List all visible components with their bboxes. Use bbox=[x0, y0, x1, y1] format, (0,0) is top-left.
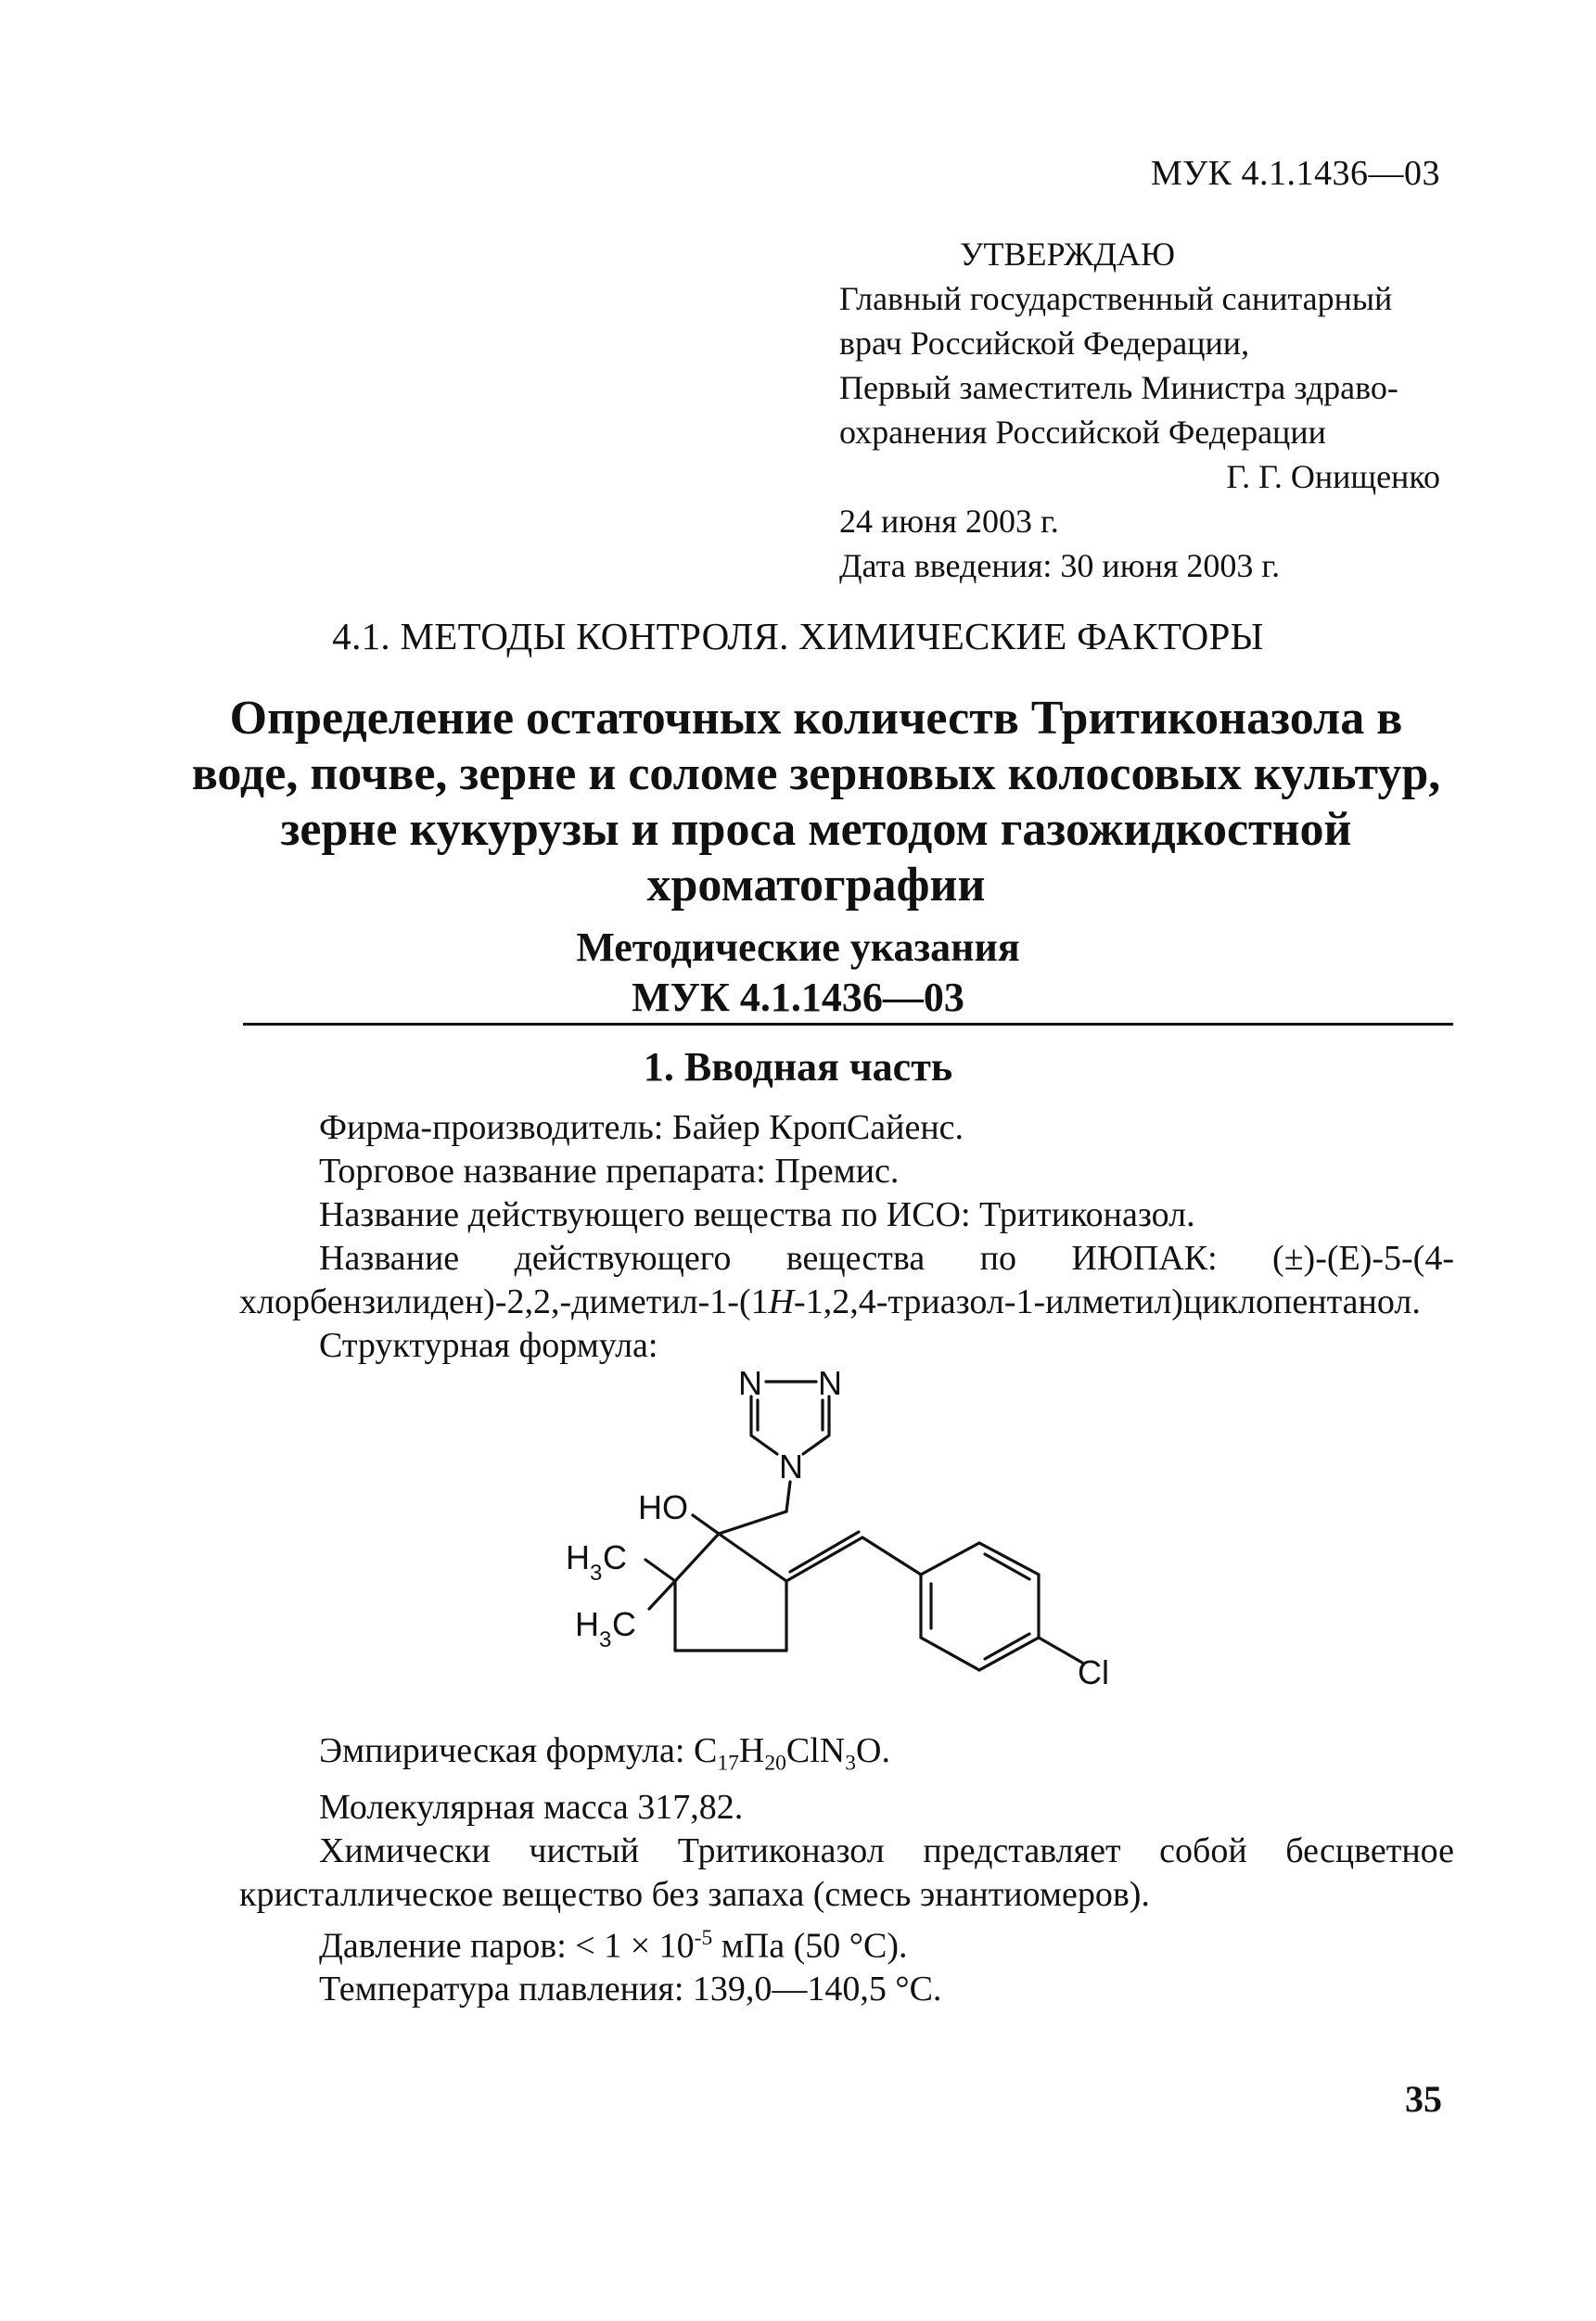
title-line: хроматографии bbox=[646, 859, 986, 912]
section-heading: 1. Вводная часть bbox=[643, 1044, 953, 1090]
methylene-bond bbox=[786, 1482, 790, 1511]
triazole-n-label: N bbox=[818, 1364, 842, 1402]
description-text: Химически чистый Тритиконазол представляет собой бесцветное кристаллическое вещество без запаха (смесь энантиомеров). bbox=[239, 1830, 1454, 1914]
methyl-c-label: C bbox=[612, 1605, 636, 1643]
document-subtitle bbox=[0, 923, 1596, 1023]
formula-subscript: 20 bbox=[764, 1751, 786, 1776]
series-heading: 4.1. МЕТОДЫ КОНТРОЛЯ. ХИМИЧЕСКИЕ ФАКТОРЫ bbox=[332, 615, 1264, 657]
methyl-sub-label: 3 bbox=[599, 1627, 612, 1652]
triazole-bond bbox=[803, 1435, 829, 1454]
horizontal-rule bbox=[243, 1023, 1453, 1026]
vapor-suffix: мПа (50 °С). bbox=[712, 1926, 908, 1966]
iupac-italic: H bbox=[768, 1282, 795, 1321]
methyl-bond bbox=[649, 1581, 675, 1609]
methyl-sub-label: 3 bbox=[590, 1561, 603, 1586]
exocyclic-double-bond bbox=[790, 1532, 859, 1572]
ring-bond bbox=[675, 1534, 719, 1581]
formula-element: ClN bbox=[785, 1731, 846, 1770]
chlorine-label: Cl bbox=[1078, 1653, 1109, 1691]
approval-line: Главный государственный санитарный bbox=[839, 280, 1393, 317]
subtitle-line: Методические указания bbox=[576, 925, 1020, 970]
phenyl-ring bbox=[921, 1543, 1039, 1670]
manufacturer-text: Фирма-производитель: Байер КропСайенс. bbox=[319, 1108, 964, 1147]
iupac-prefix: Название действующего вещества по ИЮПАК: (±)-(E)-5-(4-хлорбензилиден)-2,2,-диметил-1-(1 bbox=[239, 1239, 1454, 1321]
approval-signer: Г. Г. Онищенко bbox=[1226, 458, 1440, 495]
melting-point-text: Температура плавления: 139,0—140,5 °С. bbox=[319, 1970, 942, 2009]
approval-block bbox=[839, 232, 1451, 588]
vapor-exponent: -5 bbox=[694, 1925, 713, 1950]
ring-bond bbox=[719, 1534, 786, 1581]
triazole-bond bbox=[751, 1435, 777, 1454]
molar-mass-text: Молекулярная масса 317,82. bbox=[319, 1787, 744, 1827]
page-number: 35 bbox=[1405, 2078, 1442, 2120]
exocyclic-bond bbox=[786, 1537, 862, 1581]
formula-subscript: 17 bbox=[717, 1751, 739, 1776]
empirical-formula bbox=[239, 1729, 1454, 1786]
vinyl-bond bbox=[862, 1537, 921, 1575]
vapor-pressure-text bbox=[239, 1917, 1454, 1969]
iupac-name-text bbox=[239, 1237, 1454, 1324]
methylene-bond bbox=[719, 1511, 786, 1534]
approval-line: Первый заместитель Министра здраво- bbox=[839, 369, 1398, 406]
approval-date: 24 июня 2003 г. bbox=[839, 503, 1059, 540]
empirical-label: Эмпирическая формула: bbox=[319, 1731, 694, 1770]
methyl-h-label: H bbox=[566, 1538, 590, 1576]
triazole-n-label: N bbox=[779, 1447, 803, 1486]
structural-formula bbox=[556, 1361, 1131, 1732]
chlorine-bond bbox=[1039, 1638, 1082, 1663]
section-body-bottom bbox=[239, 1729, 1454, 2011]
structural-formula-label: Структурная формула: bbox=[319, 1326, 658, 1365]
section-body-top bbox=[239, 1106, 1454, 1368]
subtitle-code: МУК 4.1.1436—03 bbox=[632, 975, 964, 1020]
formula-subscript: 3 bbox=[845, 1751, 857, 1776]
introduction-date: Дата введения: 30 июня 2003 г. bbox=[839, 547, 1281, 584]
hydroxyl-label: HO bbox=[638, 1488, 688, 1526]
triazole-n-label: N bbox=[738, 1364, 762, 1402]
methyl-h-label: H bbox=[575, 1605, 599, 1643]
approval-line: врач Российской Федерации, bbox=[839, 325, 1250, 362]
trade-name-text: Торговое название препарата: Премис. bbox=[319, 1152, 900, 1191]
approval-heading: УТВЕРЖДАЮ bbox=[960, 236, 1176, 273]
structure-diagram bbox=[556, 1361, 1131, 1732]
title-line: Определение остаточных количеств Тритиконазола в bbox=[229, 692, 1403, 745]
formula-element: O. bbox=[856, 1731, 890, 1770]
document-title bbox=[185, 691, 1447, 913]
approval-line: охранения Российской Федерации bbox=[839, 414, 1326, 451]
document-code: МУК 4.1.1436—03 bbox=[1150, 154, 1440, 193]
vapor-prefix: Давление паров: < 1 × 10 bbox=[319, 1926, 695, 1966]
iupac-suffix: -1,2,4-триазол-1-илметил)циклопентанол. bbox=[794, 1282, 1421, 1321]
formula-element: C bbox=[693, 1731, 718, 1770]
title-line: воде, почве, зерне и соломе зерновых колосовых культур, bbox=[191, 747, 1441, 800]
hydroxyl-bond bbox=[693, 1515, 719, 1534]
methyl-bond bbox=[645, 1560, 675, 1581]
title-line: зерне кукурузы и проса методом газожидкостной bbox=[280, 803, 1352, 856]
formula-element: H bbox=[738, 1731, 765, 1770]
iso-name-text: Название действующего вещества по ИСО: Тритиконазол. bbox=[319, 1195, 1195, 1234]
methyl-c-label: C bbox=[603, 1538, 627, 1576]
